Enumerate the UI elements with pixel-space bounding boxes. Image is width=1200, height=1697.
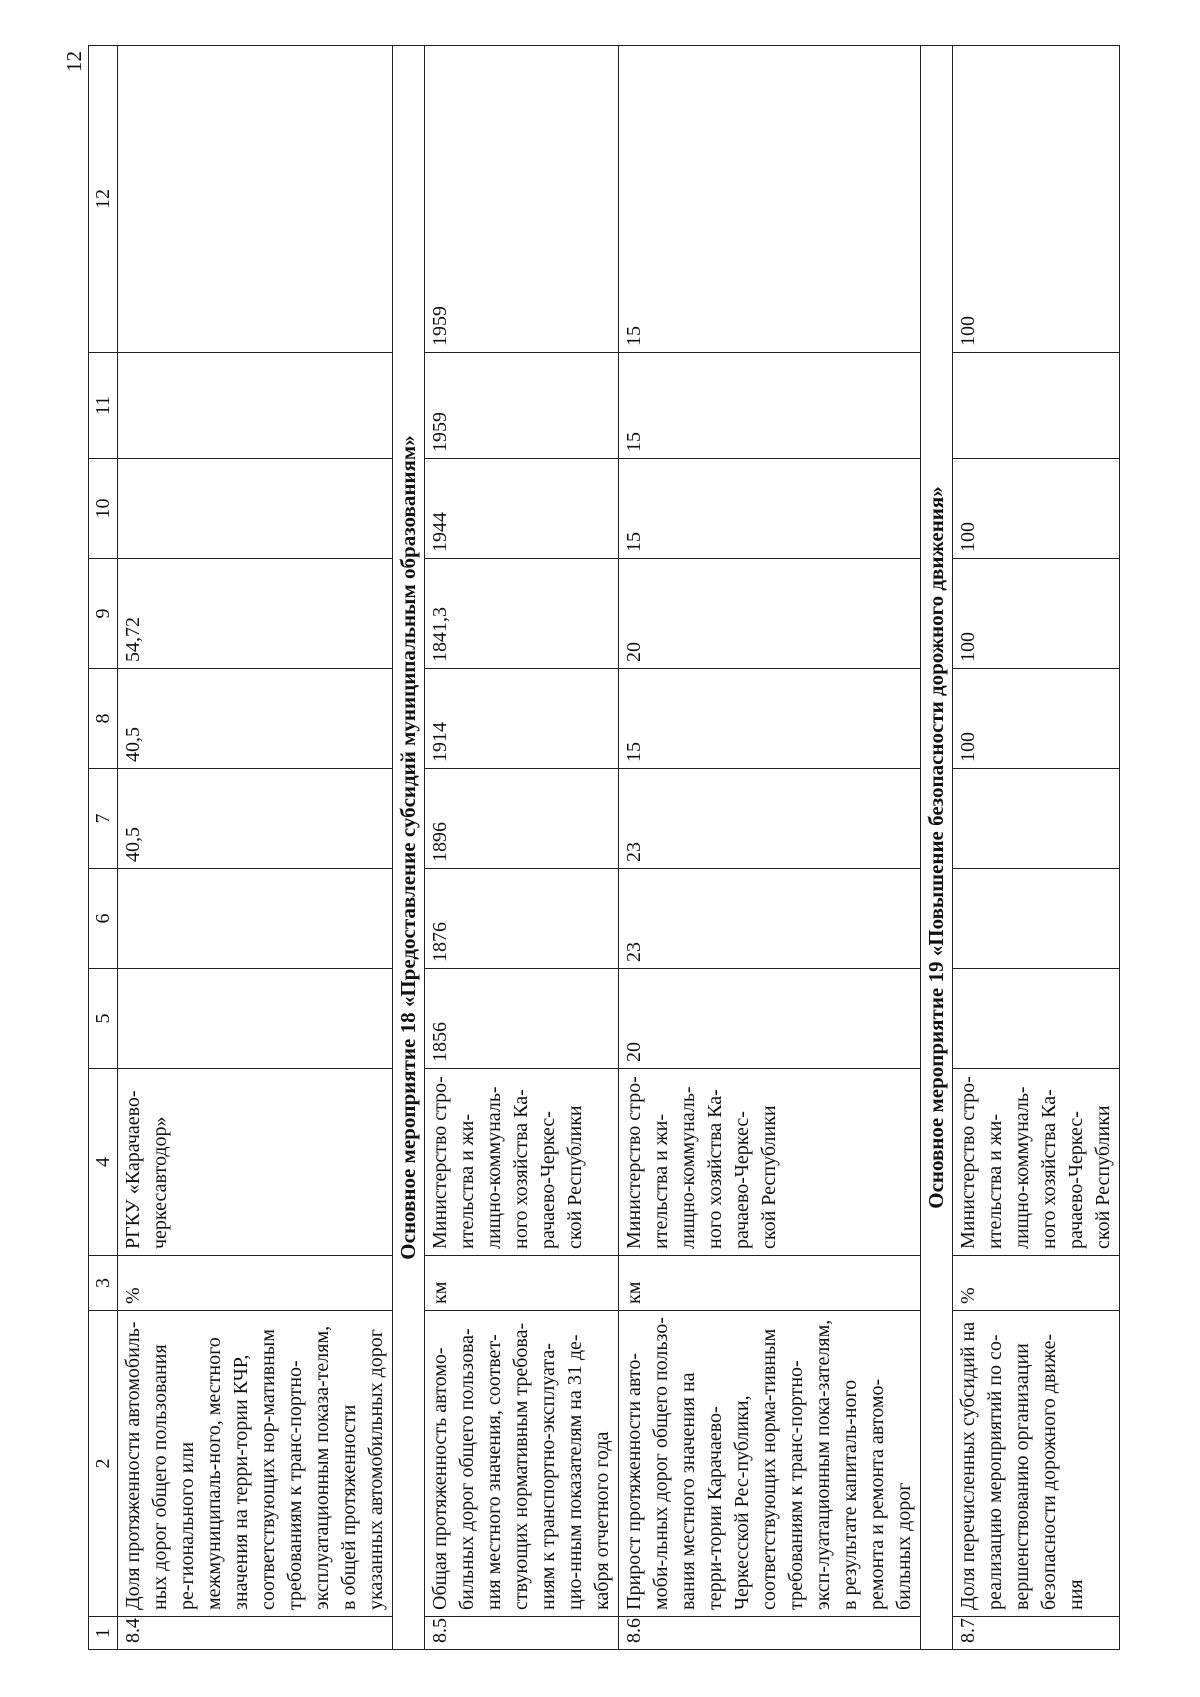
value-cell: 100 <box>953 46 1120 353</box>
executor: Министерство стро-ительства и жи-лищно-коммуналь-ного хозяйства Ка-рачаево-Черкес-ской Республики <box>953 1069 1120 1256</box>
value-cell: 100 <box>953 559 1120 669</box>
value-cell: 1896 <box>425 769 619 869</box>
unit: км <box>619 1256 921 1311</box>
executor: Министерство стро-ительства и жи-лищно-коммуналь-ного хозяйства Ка-рачаево-Черкес-ской Республики <box>425 1069 619 1256</box>
column-header: 12 <box>89 46 118 353</box>
row-number: 8.7 <box>953 1617 1120 1650</box>
row-number: 8.5 <box>425 1617 619 1650</box>
unit: км <box>425 1256 619 1311</box>
section-heading <box>921 46 953 1650</box>
value-cell: 1959 <box>425 46 619 353</box>
value-cell: 20 <box>619 969 921 1069</box>
value-cell: 15 <box>619 459 921 559</box>
indicators-table <box>88 45 1120 1650</box>
value-cell: 100 <box>953 459 1120 559</box>
value-cell: 1914 <box>425 669 619 769</box>
section-heading <box>393 46 425 1650</box>
value-cell: 1856 <box>425 969 619 1069</box>
table-row <box>425 46 619 1650</box>
indicator-name: Прирост протяженности авто-моби-льных дорог общего пользо-вания местного значения на терри-тории Карачаево-Черкесской Рес-публики, соответствующих норма-тивным требованиям к транс-портно-эксп-луатационным пока-зателям, в результате капиталь-ного ремонта и ремонта автомо-бильных дорог <box>619 1311 921 1617</box>
value-cell: 15 <box>619 353 921 459</box>
value-cell: 1841,3 <box>425 559 619 669</box>
value-cell: 15 <box>619 46 921 353</box>
unit: % <box>953 1256 1120 1311</box>
row-number: 8.6 <box>619 1617 921 1650</box>
indicator-name: Общая протяженность автомо-бильных дорог общего пользова-ния местного значения, соответ-ствующих нормативным требова-ниям к транспортно-эксплуата-цио-нным показателям на 31 де-кабря отчетного года <box>425 1311 619 1617</box>
page-number: 12 <box>62 51 86 72</box>
column-header: 7 <box>89 769 118 869</box>
value-cell <box>953 869 1120 969</box>
row-number: 8.4 <box>118 1617 393 1650</box>
value-cell: 1876 <box>425 869 619 969</box>
value-cell <box>953 353 1120 459</box>
value-cell: 40,5 <box>118 769 393 869</box>
column-header: 4 <box>89 1069 118 1256</box>
column-header: 9 <box>89 559 118 669</box>
column-header: 2 <box>89 1311 118 1617</box>
value-cell: 54,72 <box>118 559 393 669</box>
value-cell: 100 <box>953 669 1120 769</box>
column-header: 6 <box>89 869 118 969</box>
value-cell <box>118 969 393 1069</box>
section-title: Основное мероприятие 19 «Повышение безопасности дорожного движения» <box>921 46 953 1650</box>
value-cell: 23 <box>619 869 921 969</box>
column-number-row <box>89 46 118 1650</box>
column-header: 5 <box>89 969 118 1069</box>
value-cell: 1959 <box>425 353 619 459</box>
indicator-name: Доля перечисленных субсидий на реализацию мероприятий по со-вершенствованию организации безопасности дорожного движе-ния <box>953 1311 1120 1617</box>
executor: РГКУ «Карачаево-черкесавтодор» <box>118 1069 393 1256</box>
value-cell <box>953 969 1120 1069</box>
column-header: 1 <box>89 1617 118 1650</box>
table-row <box>118 46 393 1650</box>
table-row <box>953 46 1120 1650</box>
rotated-page <box>88 46 1150 1650</box>
value-cell <box>118 46 393 353</box>
value-cell: 40,5 <box>118 669 393 769</box>
column-header: 11 <box>89 353 118 459</box>
indicator-name: Доля протяженности автомобиль-ных дорог общего пользования ре-гионального или межмуниципаль-ного, местного значения на терри-тории КЧР, соответствующих нор-мативным требованиям к транс-портно-эксплуатационным показа-телям, в общей протяженности указанных автомобильных дорог <box>118 1311 393 1617</box>
value-cell <box>118 459 393 559</box>
column-header: 3 <box>89 1256 118 1311</box>
value-cell: 23 <box>619 769 921 869</box>
section-title: Основное мероприятие 18 «Предоставление субсидий муниципальным образованиям» <box>393 46 425 1650</box>
column-header: 10 <box>89 459 118 559</box>
value-cell <box>953 769 1120 869</box>
column-header: 8 <box>89 669 118 769</box>
table-row <box>619 46 921 1650</box>
value-cell: 15 <box>619 669 921 769</box>
unit: % <box>118 1256 393 1311</box>
value-cell <box>118 869 393 969</box>
value-cell: 1944 <box>425 459 619 559</box>
value-cell <box>118 353 393 459</box>
executor: Министерство стро-ительства и жи-лищно-коммуналь-ного хозяйства Ка-рачаево-Черкес-ской Республики <box>619 1069 921 1256</box>
value-cell: 20 <box>619 559 921 669</box>
